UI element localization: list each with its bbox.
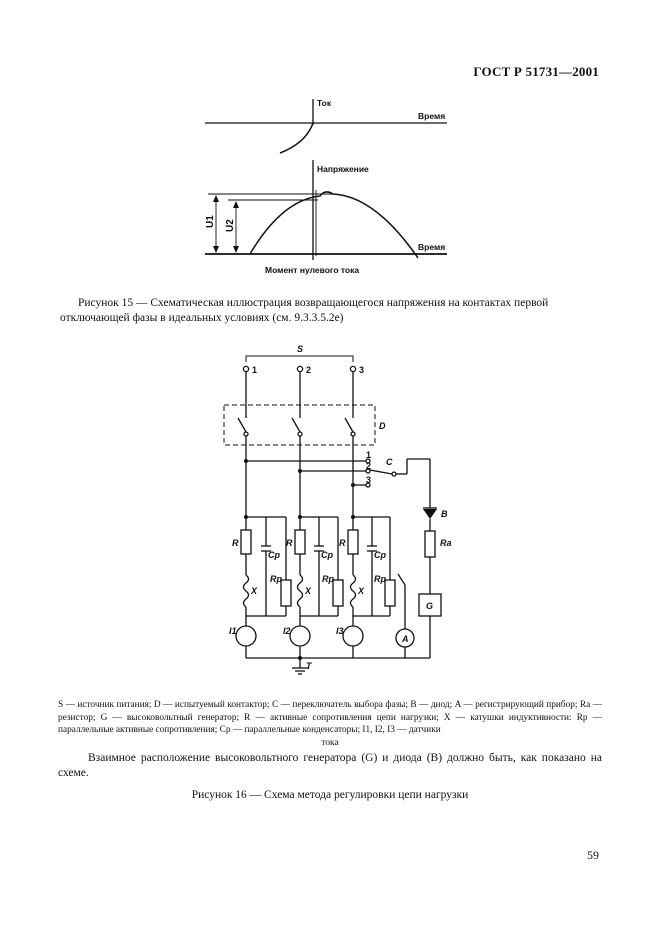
resistor-r-2: [295, 530, 305, 554]
contactor-switch-3: [345, 418, 353, 432]
current-sensor-i1: [236, 626, 256, 646]
u1-label: U1: [205, 215, 216, 228]
diode-b-symbol: [423, 509, 437, 519]
standard-header: ГОСТ Р 51731—2001: [473, 64, 599, 79]
contactor-contact-3: [351, 432, 355, 436]
label-g: G: [426, 601, 434, 611]
resistor-r-3: [348, 530, 358, 554]
label-terminal-1: 1: [252, 365, 258, 375]
figure-15-caption: Рисунок 15 — Схематическая иллюстрация возвращающегося напряжения на контактах первой отключающей фазы в идеальных условиях (см. 9.3.3.5.2е): [60, 297, 549, 324]
voltage-label: Напряжение: [317, 164, 369, 174]
inductor-x-1: [244, 575, 249, 607]
label-s: S: [297, 344, 304, 354]
figure-16-schematic: [0, 340, 661, 685]
recorder-wire-bend: [398, 574, 405, 585]
figure-16-legend: [58, 699, 602, 749]
label-x-2: X: [305, 586, 312, 596]
terminal-1: [243, 366, 248, 371]
label-rp-3: Rp: [374, 574, 386, 584]
resistor-rp-3: [385, 580, 395, 606]
label-rp-2: Rp: [322, 574, 334, 584]
label-ra: Ra: [440, 538, 452, 548]
junction-ground: [298, 656, 302, 660]
contactor-switch-1: [238, 418, 246, 432]
current-curve: [280, 123, 313, 153]
u1-arrow-top: [213, 195, 219, 202]
selector-blade: [370, 470, 392, 474]
u2-label: U2: [225, 219, 236, 232]
inductor-x-3: [351, 575, 356, 607]
u2-arrow-top: [233, 201, 239, 208]
junction-3: [351, 515, 355, 519]
figure-16-note: Взаимное расположение высоковольтного генератора (G) и диода (B) должно быть, как показано на схеме.: [58, 752, 602, 779]
zero-current-moment-label: Момент нулевого тока: [265, 265, 360, 275]
resistor-rp-2: [333, 580, 343, 606]
junction-selector-3: [351, 483, 355, 487]
junction-2: [298, 515, 302, 519]
junction-selector-1: [244, 459, 248, 463]
junction-selector-2: [298, 469, 302, 473]
label-c3: 3: [366, 475, 372, 485]
current-sensor-i2: [290, 626, 310, 646]
legend-tail: тока: [321, 737, 339, 748]
current-sensor-i3: [343, 626, 363, 646]
label-c1: 1: [366, 450, 372, 460]
label-b: B: [441, 509, 448, 519]
label-r-3: R: [339, 538, 346, 548]
label-terminal-2: 2: [306, 365, 312, 375]
u1-arrow-bottom: [213, 246, 219, 253]
u2-arrow-bottom: [233, 246, 239, 253]
label-cp-2: Cp: [321, 550, 333, 560]
junction-1: [244, 515, 248, 519]
contactor-contact-1: [244, 432, 248, 436]
figure-16-caption: Рисунок 16 — Схема метода регулировки цепи нагрузки: [191, 789, 469, 801]
label-c2: 2: [366, 461, 372, 471]
label-x-1: X: [251, 586, 258, 596]
label-i3: I3: [336, 626, 344, 636]
contactor-contact-2: [298, 432, 302, 436]
resistor-r-1: [241, 530, 251, 554]
label-i2: I2: [283, 626, 291, 636]
label-i1: I1: [229, 626, 237, 636]
label-c: C: [386, 457, 393, 467]
selector-pivot: [392, 472, 396, 476]
label-x-3: X: [358, 586, 365, 596]
contactor-switch-2: [292, 418, 300, 432]
label-r-1: R: [232, 538, 239, 548]
terminal-3: [350, 366, 355, 371]
resistor-ra: [425, 531, 435, 557]
label-terminal-3: 3: [359, 365, 365, 375]
figure-15-diagram: [0, 90, 661, 290]
voltage-curve: [250, 192, 418, 258]
time-label-bottom: Время: [418, 242, 446, 252]
page-number: 59: [587, 848, 599, 862]
terminal-2: [297, 366, 302, 371]
label-r-2: R: [286, 538, 293, 548]
legend-text: S — источник питания; D — испытуемый контактор; C — переключатель выбора фазы; B — диод; A — регистрирующий прибор; Ra — резистор; G — высоковольтный генератор; R — активные сопротивления цепи нагрузки; X — катушки индуктивности: Rp — параллельные активные сопротивления; Cp — параллельные конденсаторы; I1, I2, I3 — датчики: [58, 700, 602, 736]
label-cp-1: Cp: [268, 550, 280, 560]
resistor-rp-1: [281, 580, 291, 606]
label-a: A: [402, 634, 409, 644]
label-cp-3: Cp: [374, 550, 386, 560]
time-label-top: Время: [418, 111, 446, 121]
label-rp-1: Rp: [270, 574, 282, 584]
current-label: Ток: [317, 98, 332, 108]
source-brace: [246, 356, 353, 362]
inductor-x-2: [298, 575, 303, 607]
label-t: T: [306, 661, 312, 671]
label-d: D: [379, 421, 386, 431]
